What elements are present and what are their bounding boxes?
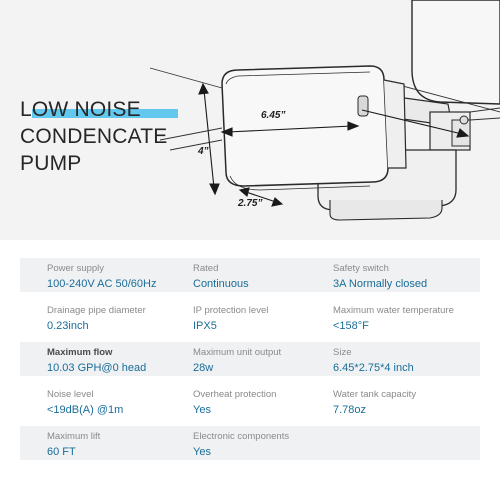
spec-cell	[193, 258, 333, 292]
spec-label: Maximum flow	[47, 347, 113, 358]
title-line-3: PUMP	[20, 152, 82, 175]
spec-cell	[20, 384, 193, 418]
spec-label: Water tank capacity	[333, 389, 417, 400]
spec-value: 60 FT	[47, 446, 76, 458]
title-line-2: CONDENCATE	[20, 125, 168, 148]
spec-value: 10.03 GPH@0 head	[47, 362, 147, 374]
spec-cell	[333, 384, 480, 418]
spec-value: 3A Normally closed	[333, 278, 428, 290]
spec-value: IPX5	[193, 320, 217, 332]
spec-value: 0.23inch	[47, 320, 89, 332]
product-hero	[0, 0, 500, 240]
spec-cell	[193, 384, 333, 418]
ac-unit	[412, 0, 500, 104]
spec-cell	[20, 258, 193, 292]
spec-label: Drainage pipe diameter	[47, 305, 146, 316]
dimension-width: 2.75”	[238, 198, 263, 209]
title-line-1: LOW NOISE	[20, 96, 167, 123]
spec-value: Yes	[193, 404, 211, 416]
spec-table	[20, 258, 480, 468]
spec-value: Yes	[193, 446, 211, 458]
dimension-height: 4”	[198, 146, 209, 157]
spec-value: <19dB(A) @1m	[47, 404, 124, 416]
product-title	[20, 96, 167, 177]
spec-label: Maximum water temperature	[333, 305, 454, 316]
spec-cell	[333, 426, 480, 460]
spec-value: 28w	[193, 362, 214, 374]
spec-row	[20, 384, 480, 418]
spec-label: Overheat protection	[193, 389, 277, 400]
spec-label: Power supply	[47, 263, 105, 274]
spec-cell	[193, 342, 333, 376]
spec-row	[20, 342, 480, 376]
spec-label: Noise level	[47, 389, 94, 400]
spec-value: Continuous	[193, 278, 249, 290]
spec-value: 100-240V AC 50/60Hz	[47, 278, 157, 290]
spec-cell	[333, 342, 480, 376]
spec-value: 7.78oz	[333, 404, 367, 416]
spec-label: IP protection level	[193, 305, 269, 316]
spec-row	[20, 300, 480, 334]
spec-label: Rated	[193, 263, 219, 274]
spec-cell	[193, 300, 333, 334]
spec-cell	[333, 300, 480, 334]
spec-label: Safety switch	[333, 263, 389, 274]
spec-label: Electronic components	[193, 431, 290, 442]
spec-cell	[333, 258, 480, 292]
pump-body	[222, 66, 388, 186]
spec-label: Maximum lift	[47, 431, 101, 442]
spec-cell	[193, 426, 333, 460]
spec-cell	[20, 342, 193, 376]
spec-row	[20, 258, 480, 292]
spec-row	[20, 426, 480, 460]
spec-label: Size	[333, 347, 352, 358]
spec-value: <158°F	[333, 320, 369, 332]
spec-label: Maximum unit output	[193, 347, 282, 358]
spec-value: 6.45*2.75*4 inch	[333, 362, 414, 374]
dimension-length: 6.45”	[261, 110, 286, 121]
spec-cell	[20, 426, 193, 460]
spec-cell	[20, 300, 193, 334]
